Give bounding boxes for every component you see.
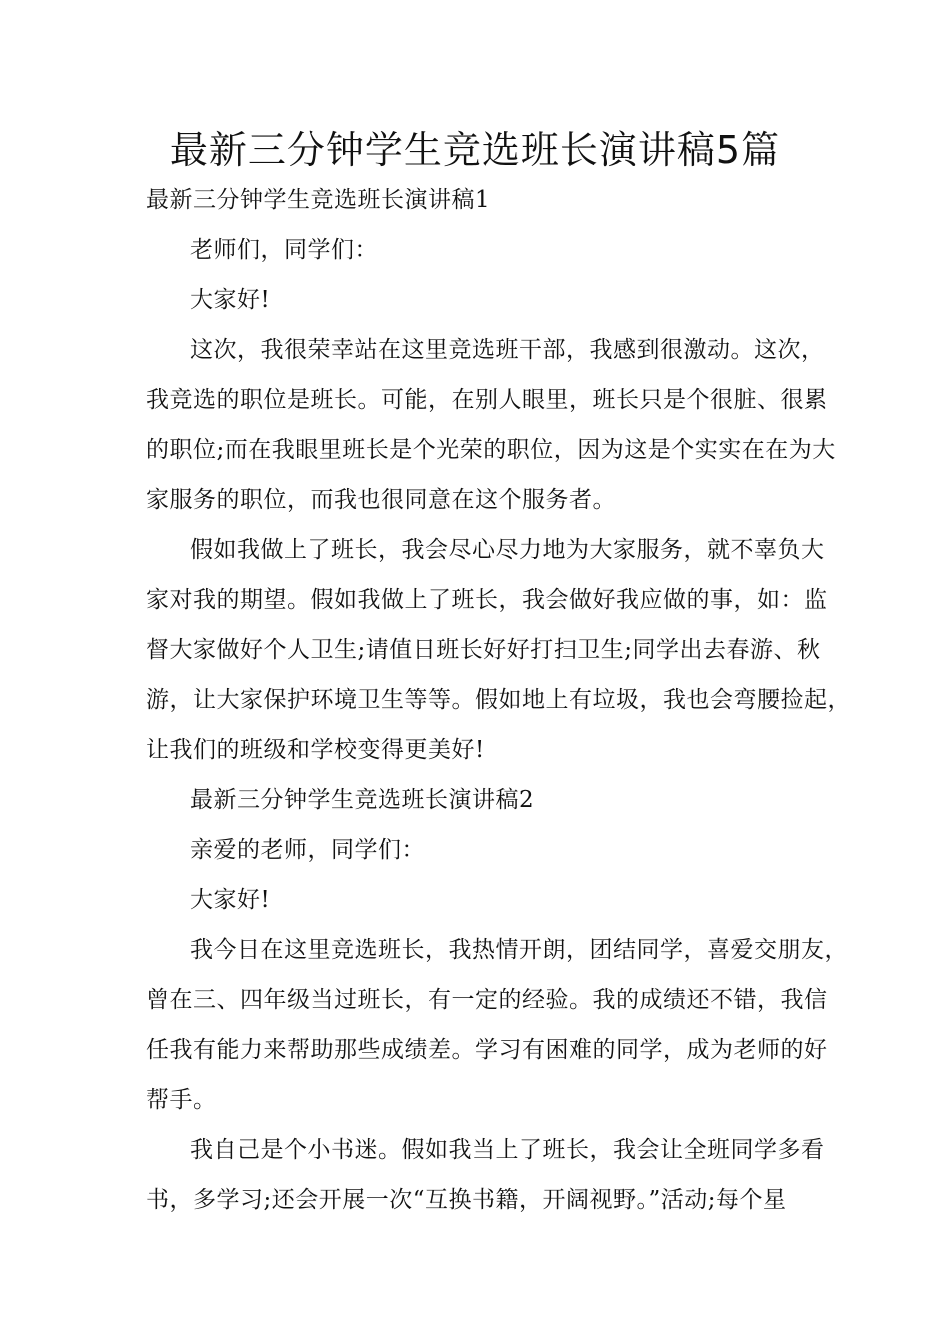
- paragraph-line: 假如我做上了班长，我会尽心尽力地为大家服务，就不辜负大: [190, 537, 825, 563]
- paragraph-line: 曾在三、四年级当过班长，有一定的经验。我的成绩还不错，我信: [146, 987, 828, 1013]
- paragraph-line: 帮手。: [146, 1087, 217, 1113]
- paragraph-line: 我竞选的职位是班长。可能，在别人眼里，班长只是个很脏、很累: [146, 387, 828, 413]
- paragraph-line: 督大家做好个人卫生;请值日班长好好打扫卫生;同学出去春游、秋: [146, 637, 821, 663]
- paragraph-line: 书，多学习;还会开展一次“互换书籍，开阔视野。”活动;每个星: [146, 1187, 787, 1213]
- paragraph-line: 任我有能力来帮助那些成绩差。学习有困难的同学，成为老师的好: [146, 1037, 828, 1063]
- section-heading-1: 最新三分钟学生竞选班长演讲稿1: [146, 187, 491, 213]
- section-heading-2: 最新三分钟学生竞选班长演讲稿2: [190, 787, 535, 813]
- paragraph-line: 这次，我很荣幸站在这里竞选班干部，我感到很激动。这次，: [190, 337, 825, 363]
- greeting: 大家好!: [190, 887, 271, 913]
- paragraph-line: 家服务的职位，而我也很同意在这个服务者。: [146, 487, 616, 513]
- paragraph-line: 让我们的班级和学校变得更美好!: [146, 737, 485, 763]
- paragraph-line: 我自己是个小书迷。假如我当上了班长，我会让全班同学多看: [190, 1137, 825, 1163]
- document-title: 最新三分钟学生竞选班长演讲稿5篇: [169, 128, 781, 172]
- salutation: 老师们，同学们：: [190, 237, 378, 263]
- paragraph-line: 的职位;而在我眼里班长是个光荣的职位，因为这是个实实在在为大: [146, 437, 836, 463]
- greeting: 大家好!: [190, 287, 271, 313]
- salutation: 亲爱的老师，同学们：: [190, 837, 425, 863]
- paragraph-line: 家对我的期望。假如我做上了班长，我会做好我应做的事，如：监: [146, 587, 828, 613]
- paragraph-line: 我今日在这里竞选班长，我热情开朗，团结同学，喜爱交朋友，: [190, 937, 848, 963]
- paragraph-line: 游，让大家保护环境卫生等等。假如地上有垃圾，我也会弯腰捡起，: [146, 687, 851, 713]
